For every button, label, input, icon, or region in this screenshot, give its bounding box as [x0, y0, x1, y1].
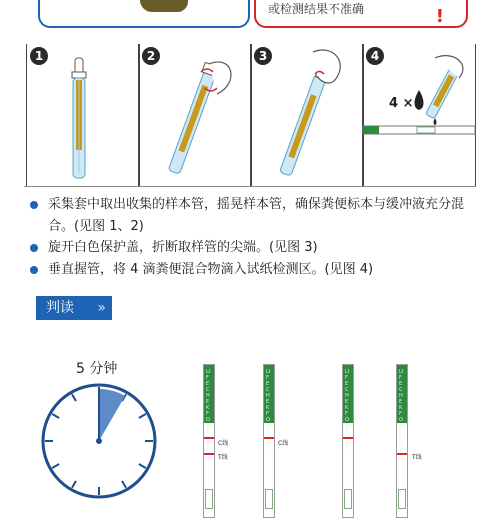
- test-line-label: T线: [218, 454, 228, 461]
- section-divider: [24, 186, 476, 187]
- control-line-band: [343, 437, 353, 439]
- instruction-text: 采集套中取出收集的样本管，摇晃样本管，确保粪便标本与缓冲液充分混合。(见图 1、2): [48, 197, 465, 234]
- test-strip-invalid-a: [342, 364, 354, 518]
- drop-sample-icon: [363, 44, 475, 186]
- step-number: 4: [366, 47, 384, 65]
- shake-tube-icon: [139, 44, 251, 186]
- strip-handle: LIFECHEK FOB T ST: [343, 365, 353, 423]
- bullet-icon: [30, 244, 38, 252]
- sample-window: [344, 489, 352, 509]
- instruction-item: [30, 194, 478, 238]
- clock-icon: [38, 380, 160, 502]
- instruction-item: [30, 259, 478, 281]
- test-strip-negative: [263, 364, 275, 518]
- instruction-item: [30, 237, 478, 259]
- interpret-heading: [36, 296, 112, 320]
- sample-window: [265, 489, 273, 509]
- warning-icon: !: [435, 6, 444, 27]
- stool-sample-illustration: [140, 0, 188, 12]
- step-panel-1: [26, 44, 140, 186]
- step-number: 2: [142, 47, 160, 65]
- sample-window: [205, 489, 213, 509]
- top-box-right: [254, 0, 468, 28]
- interpret-label: 判读: [46, 300, 74, 316]
- strip-handle: LIFECHEK FOB T ST: [204, 365, 214, 423]
- step-number: 3: [254, 47, 272, 65]
- step-panel-2: [138, 44, 252, 186]
- clock-label: 5 分钟: [76, 361, 118, 377]
- bullet-icon: [30, 201, 38, 209]
- step-number: 1: [30, 47, 48, 65]
- test-line-band: [397, 453, 407, 455]
- test-strip-invalid-b: [396, 364, 408, 518]
- bullet-icon: [30, 266, 38, 274]
- instruction-text: 旋开白色保护盖，折断取样管的尖端。(见图 3): [48, 240, 318, 255]
- sample-tube-icon: [27, 44, 139, 186]
- double-chevron-icon: »: [97, 300, 106, 316]
- instruction-text: 垂直握管，将 4 滴粪便混合物滴入试纸检测区。(见图 4): [48, 262, 374, 277]
- control-line-label: C线: [278, 440, 289, 447]
- warning-text: 或检测结果不准确: [268, 2, 365, 16]
- control-line-band: [264, 437, 274, 439]
- step-panel-4: [362, 44, 476, 186]
- step-panel-3: [250, 44, 364, 186]
- strip-handle: LIFECHEK FOB T ST: [264, 365, 274, 423]
- control-line-band: [204, 437, 214, 439]
- strip-handle: LIFECHEK FOB TEST: [397, 365, 407, 423]
- control-line-label: C线: [218, 440, 229, 447]
- break-tip-icon: [251, 44, 363, 186]
- sample-window: [398, 489, 406, 509]
- test-strip-positive: [203, 364, 215, 518]
- drops-count: 4 ×: [389, 96, 414, 111]
- test-line-band: [204, 453, 214, 455]
- test-line-label: T线: [412, 454, 422, 461]
